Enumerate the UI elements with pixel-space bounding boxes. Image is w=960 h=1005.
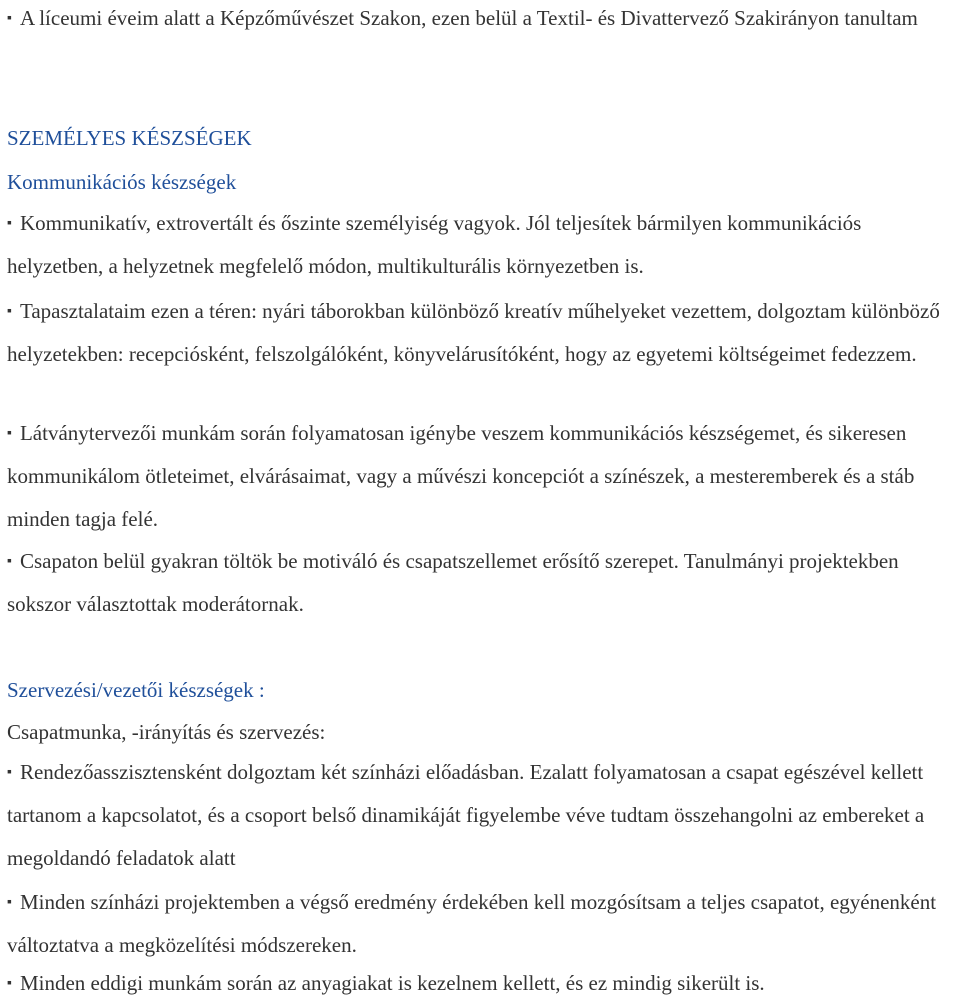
education-item — [7, 0, 957, 40]
bullet-icon: ▪ — [7, 765, 12, 780]
bullet-icon: ▪ — [7, 976, 12, 991]
communication-item-text: Kommunikatív, extrovertált és őszinte személyiség vagyok. Jól teljesítek bármilyen kommunikációs helyzetben, a helyzetnek megfelelő módon, multikulturális környezetben is. — [7, 211, 862, 278]
bullet-icon: ▪ — [7, 895, 12, 910]
organisational-item-text: Rendezőasszisztensként dolgoztam két színházi előadásban. Ezalatt folyamatosan a csapat egészével kellett tartanom a kapcsolatot, és a csoport belső dinamikáját figyelembe véve tudtam összehangolni az embereket a megoldandó feladatok alatt — [7, 760, 925, 870]
bullet-icon: ▪ — [7, 554, 12, 569]
section-heading-personal-skills: SZEMÉLYES KÉSZSÉGEK — [7, 126, 252, 150]
organisational-item-text: Minden eddigi munkám során az anyagiakat is kezelnem kellett, és ez mindig sikerült is. — [19, 971, 765, 995]
organisational-item — [7, 881, 957, 967]
communication-item-text: Látványtervezői munkám során folyamatosan igénybe veszem kommunikációs készségemet, és sikeresen kommunikálom ötleteimet, elvárásaimat, vagy a művészi koncepciót a színészek, a mesteremberek és a stáb minden tagja felé. — [7, 421, 915, 531]
communication-item — [7, 540, 957, 626]
communication-item — [7, 412, 957, 541]
communication-item-text: Tapasztalataim ezen a téren: nyári táborokban különböző kreatív műhelyeket vezettem, dolgoztam különböző helyzetekben: recepciósként, felszolgálóként, könyvelárusítóként, hogy az egyetemi költségeimet fedezzem. — [7, 299, 940, 366]
bullet-icon: ▪ — [7, 426, 12, 441]
subsection-heading-organisational: Szervezési/vezetői készségek : — [7, 678, 265, 702]
bullet-icon: ▪ — [7, 11, 12, 26]
subsection-heading-communication: Kommunikációs készségek — [7, 170, 237, 194]
education-text: A líceumi éveim alatt a Képzőművészet Szakon, ezen belül a Textil- és Divattervező Szakirányon tanultam — [19, 6, 918, 30]
bullet-icon: ▪ — [7, 216, 12, 231]
communication-item-text: Csapaton belül gyakran töltök be motiváló és csapatszellemet erősítő szerepet. Tanulmányi projektekben sokszor választottak moderátornak. — [7, 549, 899, 616]
bullet-icon: ▪ — [7, 304, 12, 319]
organisational-item-text: Minden színházi projektemben a végső eredmény érdekében kell mozgósítsam a teljes csapatot, egyénenként változtatva a megközelítési módszereken. — [7, 890, 937, 957]
communication-item — [7, 290, 957, 376]
communication-item — [7, 202, 957, 288]
subsection-subtitle-teamwork: Csapatmunka, -irányítás és szervezés: — [7, 720, 326, 744]
organisational-item — [7, 751, 957, 880]
